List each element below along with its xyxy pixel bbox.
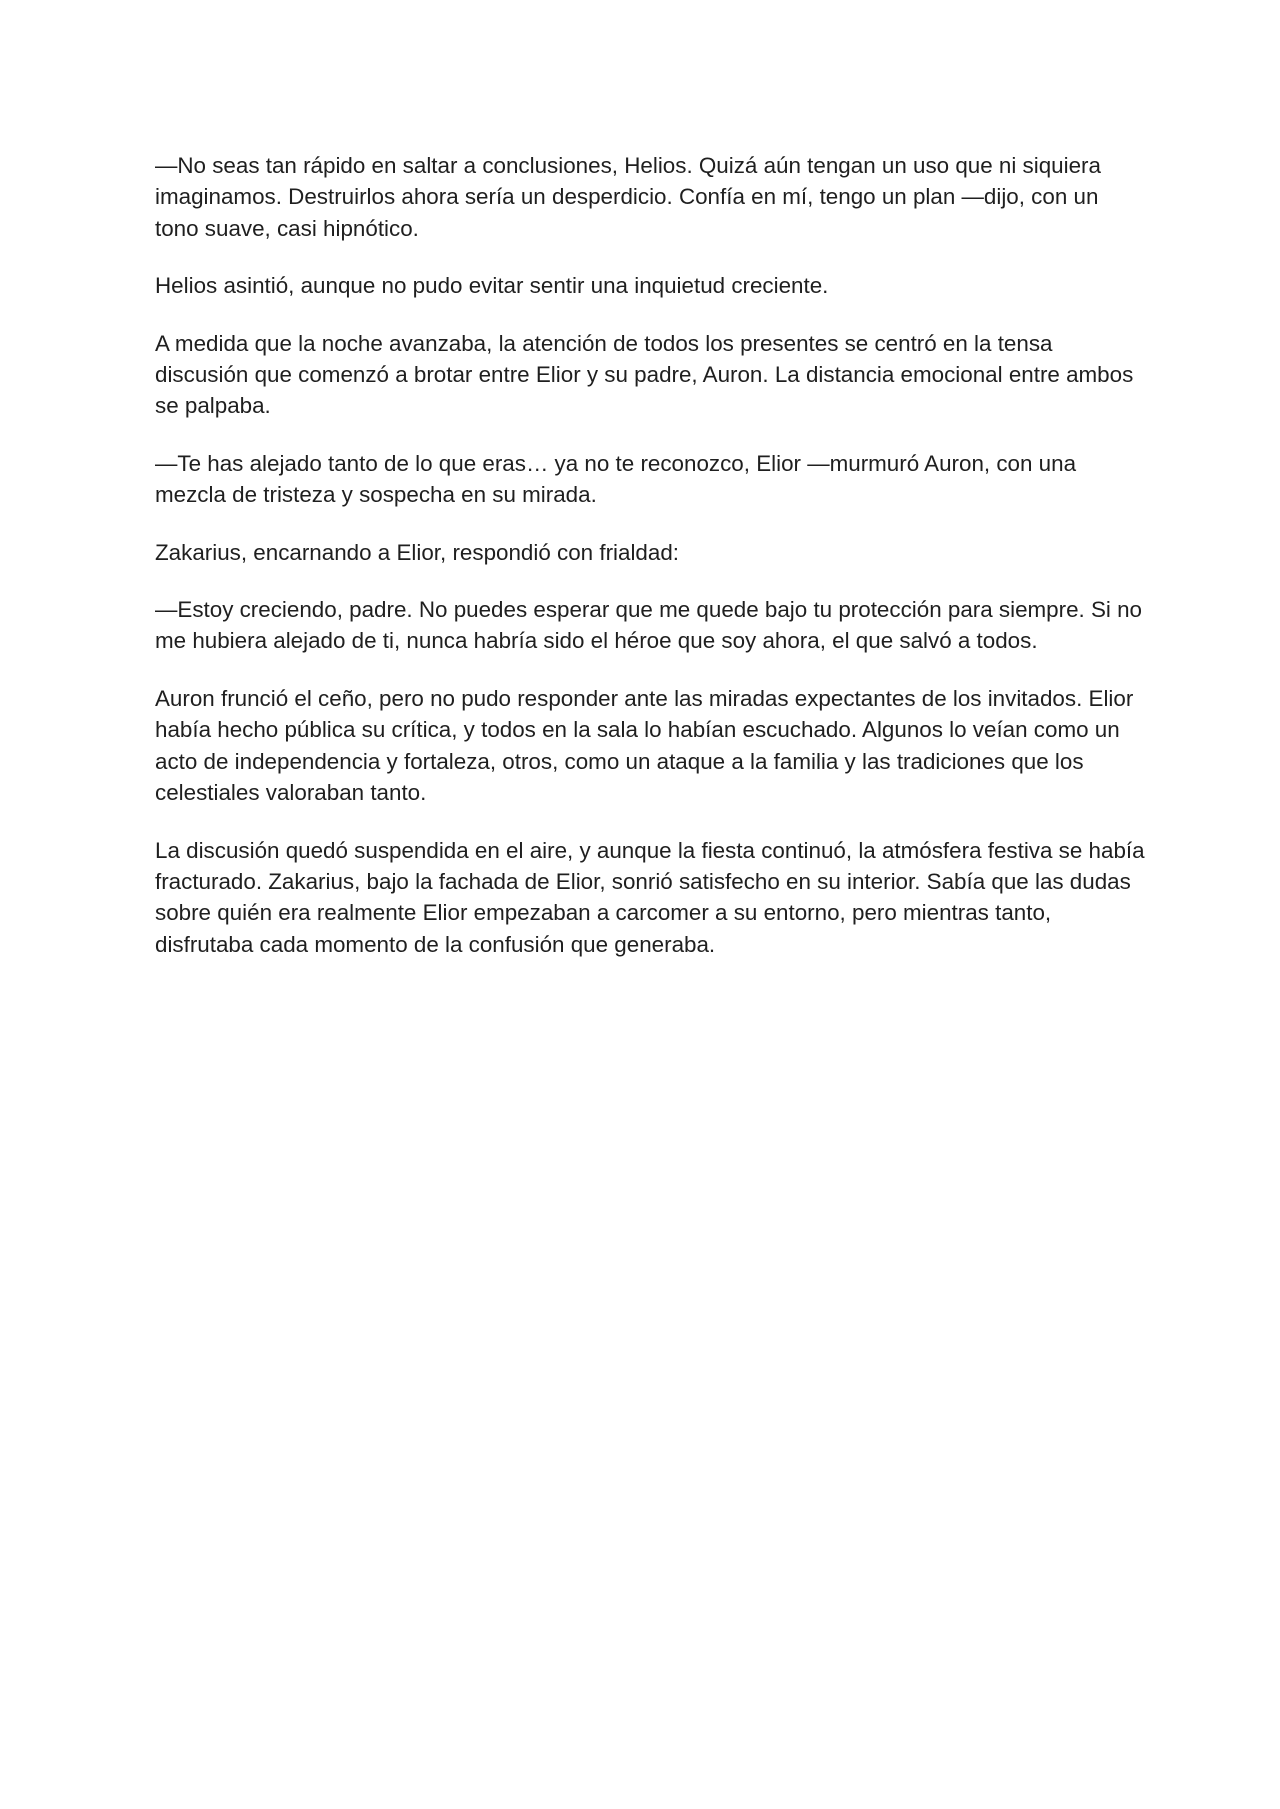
paragraph-5: Zakarius, encarnando a Elior, respondió con frialdad: [155, 539, 680, 565]
paragraph-6: —Estoy creciendo, padre. No puedes esperar que me quede bajo tu protección para siempre. Si no me hubiera alejado de ti, nunca habría sido el héroe que soy ahora, el que salvó a todos. [155, 597, 1143, 654]
paragraph-2: Helios asintió, aunque no pudo evitar sentir una inquietud creciente. [155, 273, 829, 299]
paragraph-1: —No seas tan rápido en saltar a conclusiones, Helios. Quizá aún tengan un uso que ni siquiera imaginamos. Destruirlos ahora sería un desperdicio. Confía en mí, tengo un plan —dijo, con un tono suave, casi hipnótico. [155, 153, 1101, 241]
paragraph-4: —Te has alejado tanto de lo que eras… ya no te reconozco, Elior —murmuró Auron, con una mezcla de tristeza y sospecha en su mirada. [155, 450, 1077, 508]
document-body [155, 150, 1145, 986]
paragraph-3: A medida que la noche avanzaba, la atención de todos los presentes se centró en la tensa discusión que comenzó a brotar entre Elior y su padre, Auron. La distancia emocional entre ambos se palpaba. [155, 330, 1134, 419]
paragraph-8: La discusión quedó suspendida en el aire, y aunque la fiesta continuó, la atmósfera festiva se había fracturado. Zakarius, bajo la fachada de Elior, sonrió satisfecho en su interior. Sabía que las dudas sobre quién era realmente Elior empezaban a carcomer a su entorno, pero mientras tanto, disfrutaba cada momento de la confusión que generaba. [155, 837, 1145, 957]
paragraph-7: Auron frunció el ceño, pero no pudo responder ante las miradas expectantes de los invitados. Elior había hecho pública su crítica, y todos en la sala lo habían escuchado. Algunos lo veían como un acto de independencia y fortaleza, otros, como un ataque a la familia y las tradiciones que los celestiales valoraban tanto. [155, 685, 1134, 806]
